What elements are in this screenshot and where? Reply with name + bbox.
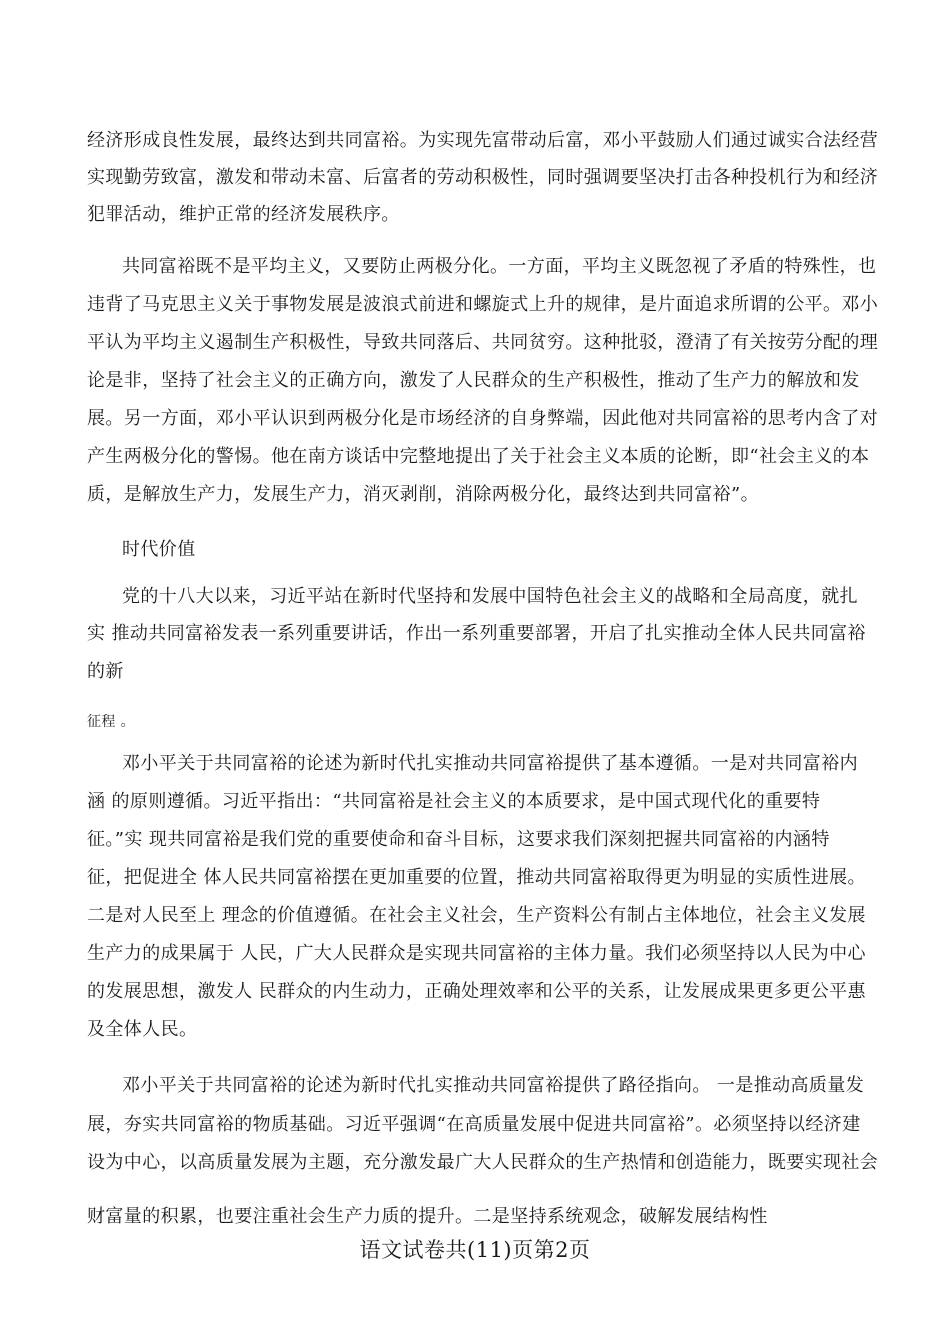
text-line: 实 推动共同富裕发表一系列重要讲话，作出一系列重要部署，开启了扎实推动全体人民共同富裕 [87,623,866,644]
text-line: 展，夯实共同富裕的物质基础。习近平强调“在高质量发展中促进共同富裕”。必须坚持以经济建 [87,1114,861,1135]
page-footer: 语文试卷共(11)页第2页 [359,1238,591,1262]
text-line: 党的十八大以来，习近平站在新时代坚持和发展中国特色社会主义的战略和全局高度，就扎 [122,586,858,607]
text-line: 征程 。 [87,714,136,730]
text-line: 质，是解放生产力，发展生产力，消灭剥削，消除两极分化，最终达到共同富裕”。 [87,484,759,505]
text-line: 共同富裕既不是平均主义，又要防止两极分化。一方面，平均主义既忽视了矛盾的特殊性，也 [122,256,877,277]
text-line: 违背了马克思主义关于事物发展是波浪式前进和螺旋式上升的规律，是片面追求所谓的公平。邓小 [87,294,879,315]
text-line: 二是对人民至上 理念的价值遵循。在社会主义社会，生产资料公有制占主体地位，社会主义发展 [87,905,866,926]
text-line: 财富量的积累，也要注重社会生产力质的提升。二是坚持系统观念，破解发展结构性 [87,1206,768,1227]
text-line: 设为中心，以高质量发展为主题，充分激发最广大人民群众的生产热情和创造能力，既要实现社会 [87,1152,879,1173]
text-line: 生产力的成果属于 人民，广大人民群众是实现共同富裕的主体力量。我们必须坚持以人民为中心 [87,943,866,964]
text-line: 及全体人民。 [87,1019,198,1040]
text-line: 征，把促进全 体人民共同富裕摆在更加重要的位置，推动共同富裕取得更为明显的实质性进展。 [87,867,866,888]
text-line: 的发展思想，激发人 民群众的内生动力，正确处理效率和公平的关系，让发展成果更多更公平惠 [87,981,866,1002]
text-line: 展。另一方面，邓小平认识到两极分化是市场经济的自身弊端，因此他对共同富裕的思考内含了对 [87,408,879,429]
text-line: 征。”实 现共同富裕是我们党的重要使命和奋斗目标，这要求我们深刻把握共同富裕的内涵特 [87,829,830,850]
text-line: 实现勤劳致富，激发和带动未富、后富者的劳动积极性，同时强调要坚决打击各种投机行为和经济 [87,167,879,188]
section-heading: 时代价值 [122,539,196,560]
text-line: 论是非，坚持了社会主义的正确方向，激发了人民群众的生产积极性，推动了生产力的解放和发 [87,370,860,391]
text-line: 邓小平关于共同富裕的论述为新时代扎实推动共同富裕提供了路径指向。 一是推动高质量发 [122,1075,865,1096]
text-line: 经济形成良性发展，最终达到共同富裕。为实现先富带动后富，邓小平鼓励人们通过诚实合法经营 [87,130,879,151]
text-line: 涵 的原则遵循。习近平指出：“共同富裕是社会主义的本质要求，是中国式现代化的重要特 [87,791,821,812]
text-line: 犯罪活动，维护正常的经济发展秩序。 [87,204,400,225]
text-line: 产生两极分化的警惕。他在南方谈话中完整地提出了关于社会主义本质的论断，即“社会主义的本 [87,446,870,467]
text-line: 的新 [87,661,124,682]
text-line: 邓小平关于共同富裕的论述为新时代扎实推动共同富裕提供了基本遵循。一是对共同富裕内 [122,753,858,774]
text-line: 平认为平均主义遏制生产积极性，导致共同落后、共同贫穷。这种批驳，澄清了有关按劳分配的理 [87,332,879,353]
